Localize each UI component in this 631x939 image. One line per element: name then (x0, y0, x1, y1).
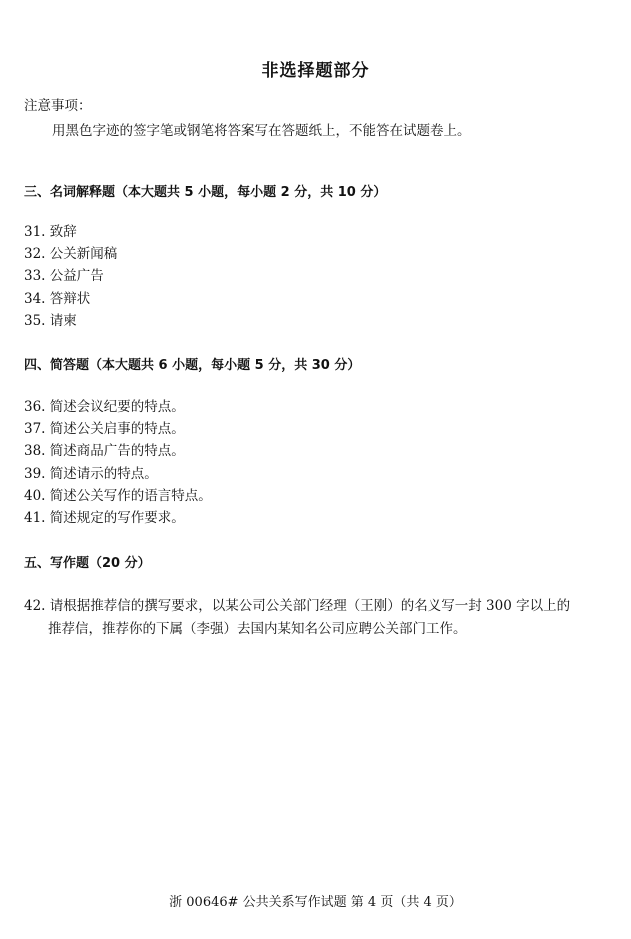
section-heading-terms: 三、名词解释题（本大题共 5 小题，每小题 2 分，共 10 分） (24, 185, 387, 200)
question-item: 33. 公益广告 (24, 268, 104, 285)
question-item: 39. 简述请示的特点。 (24, 465, 158, 482)
page-footer: 浙 00646# 公共关系写作试题 第 4 页（共 4 页） (169, 895, 462, 910)
question-item: 31. 致辞 (24, 224, 77, 240)
section-heading-short-answer: 四、简答题（本大题共 6 小题，每小题 5 分，共 30 分） (24, 358, 361, 373)
question-item: 41. 简述规定的写作要求。 (24, 509, 185, 526)
question-list-short-answer (24, 396, 212, 529)
question-essay (24, 595, 614, 641)
question-item: 32. 公关新闻稿 (24, 246, 118, 263)
section-heading-writing: 五、写作题（20 分） (24, 556, 151, 571)
page-title: 非选择题部分 (261, 61, 370, 81)
notice-text: 用黑色字迹的签字笔或钢笔将答案写在答题纸上，不能答在试题卷上。 (52, 123, 471, 139)
question-item: 37. 简述公关启事的特点。 (24, 421, 185, 438)
notice-heading: 注意事项： (24, 98, 92, 114)
question-item: 36. 简述会议纪要的特点。 (24, 399, 185, 415)
question-item: 34. 答辩状 (24, 290, 91, 307)
question-item: 35. 请柬 (24, 312, 77, 329)
question-list-terms (24, 221, 117, 332)
question-item: 38. 简述商品广告的特点。 (24, 443, 185, 460)
question-item: 40. 简述公关写作的语言特点。 (24, 487, 212, 504)
question-essay-line: 42. 请根据推荐信的撰写要求，以某公司公关部门经理（王刚）的名义写一封 300 字以上的 (24, 598, 571, 614)
question-essay-line: 推荐信，推荐你的下属（李强）去国内某知名公司应聘公关部门工作。 (48, 621, 467, 637)
